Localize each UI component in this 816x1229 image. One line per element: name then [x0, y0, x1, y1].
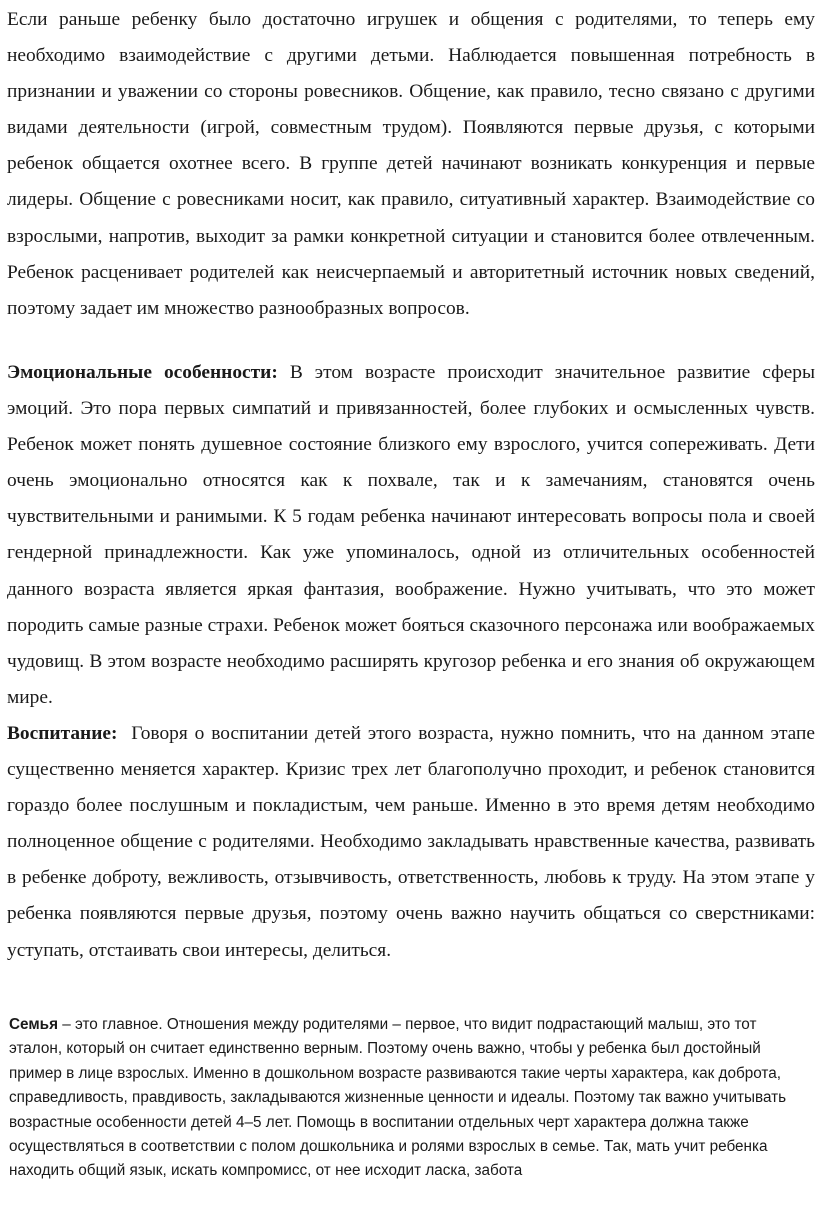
paragraph-text: – это главное. Отношения между родителями – первое, что видит подрастающий малыш, это тот эталон, который он считает единственно верным. Поэтому очень важно, чтобы у ребенка был достойный пример в лице взрослых. Именно в дошкольном возрасте развиваются такие черты характера, как доброта, справедливость, правдивость, закладываются жизненные ценности и идеалы. Поэтому так важно учитывать возрастные особенности детей 4–5 лет. Помощь в воспитании отдельных черт характера должна также осуществляться в соответствии с полом дошкольника и ролями взрослых в семье. Так, мать учит ребенка находить общий язык, искать компромисс, от нее исходит ласка, забота: [9, 1016, 787, 1180]
section-heading: Воспитание:: [7, 723, 118, 744]
paragraph-emotional-features: [7, 355, 815, 716]
section-heading: Эмоциональные особенности:: [7, 362, 278, 383]
paragraph-peer-communication: [7, 2, 815, 327]
paragraph-text: Говоря о воспитании детей этого возраста, нужно помнить, что на данном этапе существенно меняется характер. Кризис трех лет благополучно проходит, и ребенок становится гораздо более послушным и покладистым, чем раньше. Именно в это время детям необходимо полноценное общение с родителями. Необходимо закладывать нравственные качества, развивать в ребенке доброту, вежливость, отзывчивость, ответственность, любовь к труду. На этом этапе у ребенка появляются первые друзья, поэтому очень важно научить общаться со сверстниками: уступать, отстаивать свои интересы, делиться.: [7, 723, 815, 961]
paragraph-text: В этом возрасте происходит значительное развитие сферы эмоций. Это пора первых симпатий и привязанностей, более глубоких и осмысленных чувств. Ребенок может понять душевное состояние близкого ему взрослого, учится сопереживать. Дети очень эмоционально относятся как к похвале, так и к замечаниям, становятся очень чувствительными и ранимыми. К 5 годам ребенка начинают интересовать вопросы пола и своей гендерной принадлежности. Как уже упоминалось, одной из отличительных особенностей данного возраста является яркая фантазия, воображение. Нужно учитывать, что это может породить самые разные страхи. Ребенок может бояться сказочного персонажа или воображаемых чудовищ. В этом возрасте необходимо расширять кругозор ребенка и его знания об окружающем мире.: [7, 362, 815, 708]
paragraph-family: [4, 1013, 812, 1184]
paragraph-upbringing: [7, 716, 815, 969]
section-heading: Семья: [9, 1016, 58, 1033]
paragraph-text: Если раньше ребенку было достаточно игрушек и общения с родителями, то теперь ему необходимо взаимодействие с другими детьми. Наблюдается повышенная потребность в признании и уважении со стороны ровесников. Общение, как правило, тесно связано с другими видами деятельности (игрой, совместным трудом). Появляются первые друзья, с которыми ребенок общается охотнее всего. В группе детей начинают возникать конкуренция и первые лидеры. Общение с ровесниками носит, как правило, ситуативный характер. Взаимодействие со взрослыми, напротив, выходит за рамки конкретной ситуации и становится более отвлеченным. Ребенок расценивает родителей как неисчерпаемый и авторитетный источник новых сведений, поэтому задает им множество разнообразных вопросов.: [7, 9, 815, 319]
